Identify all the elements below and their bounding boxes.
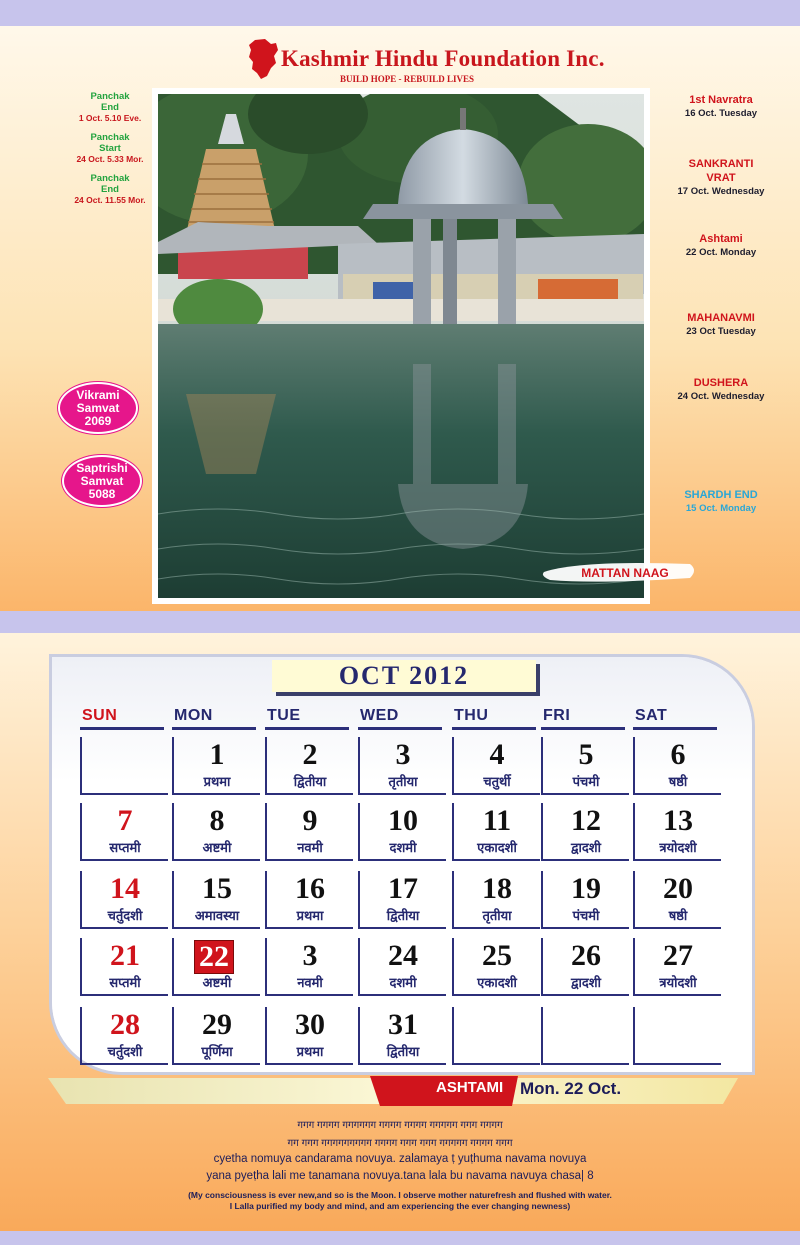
weekday-underline [633,727,717,730]
weekday-header-tue: TUE [267,707,301,724]
calendar-day-cell [265,938,353,996]
calendar-day-cell [265,1007,353,1065]
day-number: 20 [663,872,693,905]
tithi-label: षष्ठी [668,774,688,789]
calendar-day-cell [80,1007,168,1065]
day-number: 21 [110,939,140,972]
verse-line: गग गगग गगगगगगगगग गगगग गगग गगग गगगगग गगगग गगग [287,1138,513,1149]
verse-translation: (My consciousness is ever new,and so is the Moon. I observe mother naturefresh and flushed with water. [188,1190,612,1200]
day-number: 1 [209,738,225,771]
calendar-day-cell [172,737,260,795]
banner-label: ASHTAMI [436,1079,504,1096]
calendar-day-cell [633,1007,721,1065]
tithi-label: त्रयोदशी [659,975,697,990]
tithi-label: अष्टमी [202,840,232,855]
calendar-day-cell [452,938,540,996]
banner-date: Mon. 22 Oct. [520,1079,622,1098]
calendar-day-cell [265,737,353,795]
tithi-label: अमावस्या [194,908,240,923]
tithi-label: दशमी [389,975,417,990]
day-number: 12 [571,804,601,837]
weekday-underline [172,727,256,730]
day-number: 17 [388,872,418,905]
calendar-day-cell [358,938,446,996]
day-number: 8 [209,804,225,837]
weekday-underline [265,727,349,730]
day-number: 14 [110,872,140,905]
calendar-day-cell [633,737,721,795]
tithi-label: नवमी [297,975,323,990]
tithi-label: द्वादशी [571,840,601,855]
weekday-header-fri: FRI [543,707,571,724]
calendar-day-cell [80,737,168,795]
day-number: 16 [295,872,325,905]
day-number: 19 [571,872,601,905]
tithi-label: नवमी [297,840,323,855]
calendar-day-cell [633,871,721,929]
event-item: DUSHERA 24 Oct. Wednesday [677,377,765,402]
middle-band [0,611,800,633]
day-number: 3 [395,738,411,771]
tithi-label: अष्टमी [202,975,232,990]
day-number: 6 [670,738,686,771]
calendar-day-cell [633,803,721,861]
calendar-day-cell [452,871,540,929]
weekday-header-thu: THU [454,707,489,724]
calendar-day-cell [541,871,629,929]
month-title: OCT 2012 [272,660,536,692]
tithi-label: पंचमी [572,774,600,789]
tithi-label: द्वादशी [571,975,601,990]
calendar-day-cell [452,803,540,861]
tithi-label: द्वितीया [293,774,327,789]
verse-translation: I Lalla purified my body and mind, and am experiencing the ever changing newness) [229,1201,571,1211]
calendar-day-cell [80,938,168,996]
temple-photo [158,94,644,598]
day-number: 9 [302,804,318,837]
weekday-underline [80,727,164,730]
verse-line: yana pyeṭha lali me tanamana novuya.tana lala bu navama navuya chasa| 8 [206,1170,594,1182]
tithi-label: चर्तुदशी [107,908,143,923]
event-item: 1st Navratra 16 Oct. Tuesday [684,94,758,119]
org-tagline: BUILD HOPE - REBUILD LIVES [340,74,475,84]
day-number: 31 [388,1008,418,1041]
day-number: 7 [117,804,133,837]
calendar-day-cell [358,871,446,929]
event-item: SHARDH END 15 Oct. Monday [684,489,758,514]
calendar-day-cell [541,737,629,795]
day-number: 22 [194,940,234,974]
tithi-label: प्रथमा [296,1044,324,1059]
day-number: 24 [388,939,418,972]
weekday-header-mon: MON [174,707,213,724]
calendar-day-cell [80,803,168,861]
weekday-header-sat: SAT [635,707,668,724]
calendar-day-cell [541,1007,629,1065]
tithi-label: सप्तमी [109,840,141,855]
tithi-label: सप्तमी [109,975,141,990]
tithi-label: चतुर्थी [483,774,511,789]
tithi-label: पंचमी [572,908,600,923]
verse-line: गगग गगगग गगगगगग गगगग गगगग गगगगग गगग गगगग [297,1120,503,1131]
tithi-label: दशमी [389,840,417,855]
bottom-band [0,1231,800,1245]
top-band [0,0,800,26]
calendar-day-cell [172,938,260,996]
panchak-note: Panchak End 24 Oct. 11.55 Mor. [74,173,146,205]
weekday-underline [358,727,442,730]
calendar-day-cell [172,871,260,929]
day-number: 15 [202,872,232,905]
day-number: 4 [489,738,505,771]
panchak-note: Panchak Start 24 Oct. 5.33 Mor. [76,132,144,164]
calendar-day-cell [358,737,446,795]
tithi-label: चर्तुदशी [107,1044,143,1059]
saptrishi-samvat-badge: Saptrishi Samvat 5088 [62,455,142,507]
day-number: 25 [482,939,512,972]
tithi-label: त्रयोदशी [659,840,697,855]
weekday-header-wed: WED [360,707,399,724]
day-number: 11 [482,804,512,837]
day-number: 5 [578,738,594,771]
calendar-day-cell [265,871,353,929]
vikrami-samvat-badge: Vikrami Samvat 2069 [58,382,138,434]
day-number: 18 [482,872,512,905]
calendar-day-cell [265,803,353,861]
tithi-label: प्रथमा [296,908,324,923]
org-name: Kashmir Hindu Foundation Inc. [281,46,605,71]
tithi-label: पूर्णिमा [201,1044,233,1059]
calendar-day-cell [633,938,721,996]
tithi-label: द्वितीया [386,1044,420,1059]
day-number: 10 [388,804,418,837]
day-number: 2 [302,738,318,771]
calendar-day-cell [358,1007,446,1065]
weekday-underline [541,727,625,730]
day-number: 29 [202,1008,232,1041]
day-number: 27 [663,939,693,972]
tithi-label: एकादशी [477,840,517,855]
calendar-day-cell [172,803,260,861]
day-number: 26 [571,939,601,972]
tithi-label: एकादशी [477,975,517,990]
day-number: 3 [302,939,318,972]
calendar-day-cell [80,871,168,929]
day-number: 13 [663,804,693,837]
tithi-label: द्वितीया [386,908,420,923]
calendar-day-cell [541,803,629,861]
day-number: 28 [110,1008,140,1041]
weekday-header-sun: SUN [82,707,118,724]
panchak-note: Panchak End 1 Oct. 5.10 Eve. [78,91,142,123]
calendar-day-cell [452,1007,540,1065]
tithi-label: प्रथमा [203,774,231,789]
ashtami-banner [48,1076,738,1106]
tithi-label: तृतीया [482,908,512,923]
day-number: 30 [295,1008,325,1041]
event-item: SANKRANTI VRAT 17 Oct. Wednesday [677,158,765,197]
kashmir-map-icon [247,38,279,80]
verse-line: cyetha nomuya candarama novuya. zalamaya ṭ yuṭhuma navama novuya [213,1153,587,1165]
panchak-notes [60,91,160,214]
calendar-day-cell [358,803,446,861]
photo-caption: MATTAN NAAG [581,566,669,580]
calendar-day-cell [541,938,629,996]
tithi-label: षष्ठी [668,908,688,923]
event-item: MAHANAVMI 23 Oct Tuesday [686,312,756,337]
tithi-label: तृतीया [388,774,418,789]
calendar-day-cell [172,1007,260,1065]
calendar-day-cell [452,737,540,795]
weekday-underline [452,727,536,730]
event-item: Ashtami 22 Oct. Monday [685,233,757,258]
